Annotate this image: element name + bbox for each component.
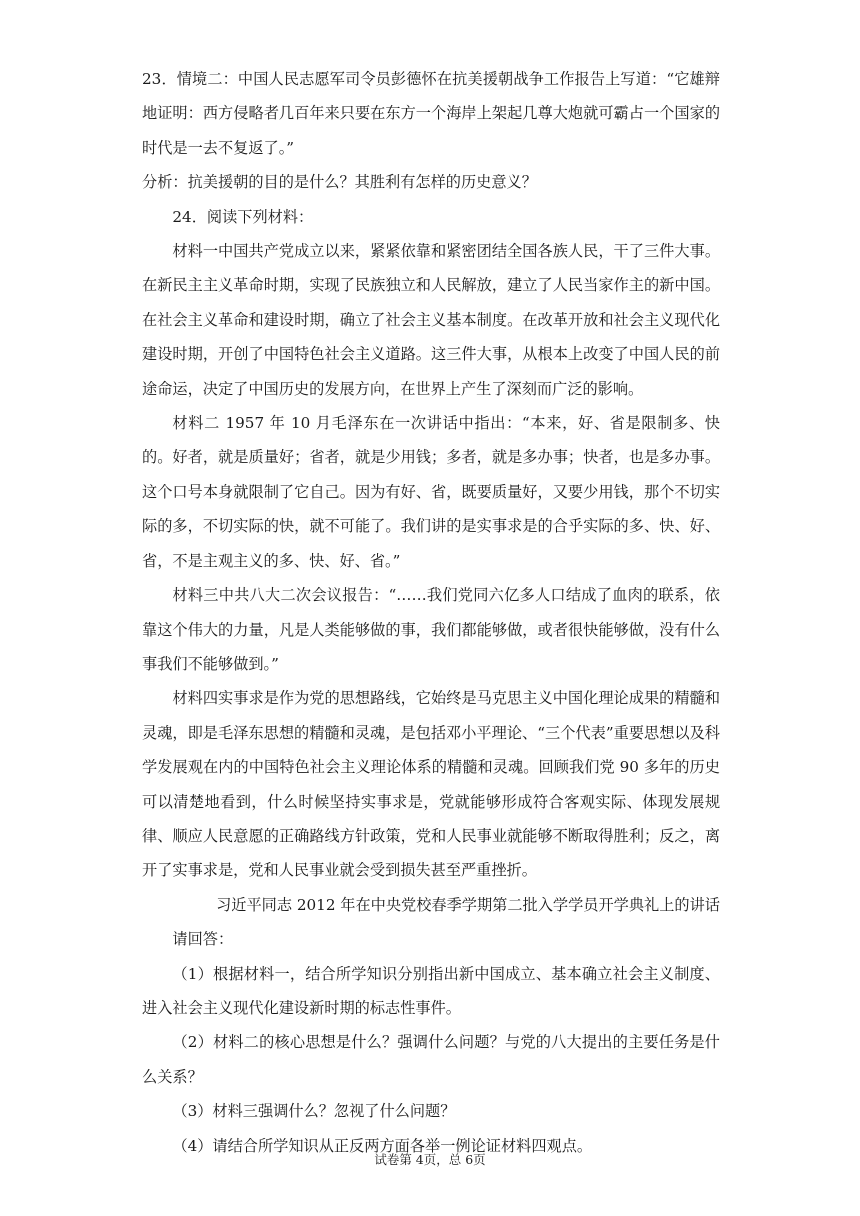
page-footer: 试卷第 4页，总 6页 <box>374 1152 486 1167</box>
page-content <box>142 62 720 1163</box>
sub-question-3: （3）材料三强调什么？忽视了什么问题？ <box>172 1102 456 1121</box>
material-1: 材料一中国共产党成立以来，紧紧依靠和紧密团结全国各族人民，干了三件大事。在新民主主义革命时期，实现了民族独立和人民解放，建立了人民当家作主的新中国。在社会主义革命和建设时期，确立了社会主义基本制度。在改革开放和社会主义现代化建设时期，开创了中国特色社会主义道路。这三件大事，从根本上改变了中国人民的前途命运，决定了中国历史的发展方向，在世界上产生了深刻而广泛的影响。 <box>142 242 720 398</box>
question-23-text: 23．情境二：中国人民志愿军司令员彭德怀在抗美援朝战争工作报告上写道：“它雄辩地证明：西方侵略者几百年来只要在东方一个海岸上架起几尊大炮就可霸占一个国家的时代是一去不复返了。” <box>142 70 720 157</box>
material-4-source: 习近平同志 2012 年在中央党校春季学期第二批入学学员开学典礼上的讲话 <box>216 895 720 914</box>
material-4: 材料四实事求是作为党的思想路线，它始终是马克思主义中国化理论成果的精髓和灵魂，即是毛泽东思想的精髓和灵魂，是包括邓小平理论、“三个代表”重要思想以及科学发展观在内的中国特色社会主义理论体系的精髓和灵魂。回顾我们党 90 多年的历史可以清楚地看到，什么时候坚持实事求是，党就能够形成符合客观实际、体现发展规律、顺应人民意愿的正确路线方针政策，党和人民事业就能够不断取得胜利；反之，离开了实事求是，党和人民事业就会受到损失甚至严重挫折。 <box>142 689 720 880</box>
question-23-analysis: 分析：抗美援朝的目的是什么？其胜利有怎样的历史意义？ <box>142 173 537 192</box>
material-2: 材料二 1957 年 10 月毛泽东在一次讲话中指出：“本来，好、省是限制多、快的。好者，就是质量好；省者，就是少用钱；多者，就是多办事；快者，也是多办事。这个口号本身就限制了它自己。因为有好、省，既要质量好，又要少用钱，那个不切实际的多，不切实际的快，就不可能了。我们讲的是实事求是的合乎实际的多、快、好、省，不是主观主义的多、快、好、省。” <box>142 414 720 570</box>
sub-question-1: （1）根据材料一，结合所学知识分别指出新中国成立、基本确立社会主义制度、进入社会主义现代化建设新时期的标志性事件。 <box>142 964 720 1017</box>
sub-question-4: （4）请结合所学知识从正反两方面各举一例论证材料四观点。 <box>172 1136 593 1155</box>
answer-prompt: 请回答： <box>172 930 234 949</box>
question-24-heading: 24．阅读下列材料： <box>172 207 314 226</box>
material-3: 材料三中共八大二次会议报告：“……我们党同六亿多人口结成了血肉的联系，依靠这个伟大的力量，凡是人类能够做的事，我们都能够做，或者很快能够做，没有什么事我们不能够做到。” <box>142 586 720 673</box>
sub-question-2: （2）材料二的核心思想是什么？强调什么问题？与党的八大提出的主要任务是什么关系？ <box>142 1033 720 1086</box>
